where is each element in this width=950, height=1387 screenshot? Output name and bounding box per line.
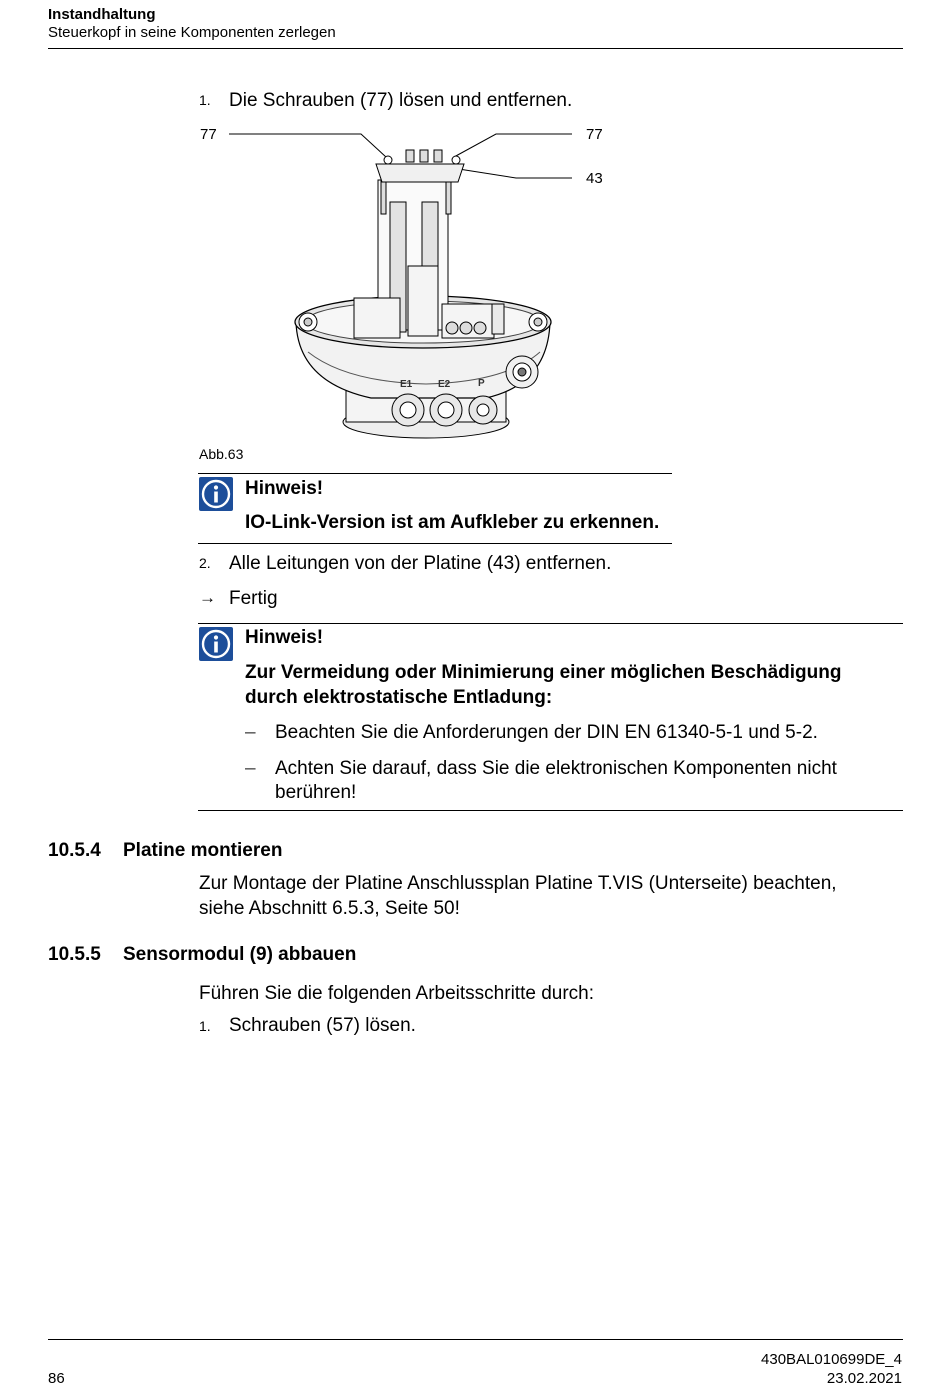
header-title: Instandhaltung (48, 6, 156, 23)
note-1-top-rule (198, 473, 672, 474)
step-2-text: Alle Leitungen von der Platine (43) entfernen. (229, 553, 612, 574)
result-text: Fertig (229, 588, 278, 609)
header-subtitle: Steuerkopf in seine Komponenten zerlegen (48, 24, 336, 41)
port-label-p: P (478, 378, 485, 389)
section-2-intro: Führen Sie die folgenden Arbeitsschritte durch: (199, 983, 595, 1004)
note-1-title: Hinweis! (245, 478, 324, 499)
section-2-step-number: 1. (199, 1018, 211, 1034)
header-rule (48, 48, 903, 49)
section-1-number: 10.5.4 (48, 840, 101, 861)
callout-77-right: 77 (586, 126, 603, 143)
section-2-title: Sensormodul (9) abbauen (123, 944, 357, 965)
result-arrow: → (199, 588, 216, 607)
page-number: 86 (48, 1370, 65, 1387)
figure-abb63 (196, 120, 616, 445)
note-2-bullet-2-line-2: berühren! (275, 782, 357, 803)
note-2-bullet-2-line-1: Achten Sie darauf, dass Sie die elektronischen Komponenten nicht (275, 758, 837, 779)
note-2-bullet-2-dash: – (245, 758, 256, 779)
footer-rule (48, 1339, 903, 1340)
step-1-number: 1. (199, 92, 211, 108)
section-1-line-2: siehe Abschnitt 6.5.3, Seite 50! (199, 898, 460, 919)
step-1-text: Die Schrauben (77) lösen und entfernen. (229, 90, 573, 111)
note-2-title: Hinweis! (245, 627, 324, 648)
port-label-e2: E2 (438, 379, 451, 390)
callout-77-left: 77 (200, 126, 217, 143)
note-2-top-rule (198, 623, 903, 624)
section-1-title: Platine montieren (123, 840, 283, 861)
note-1-bottom-rule (198, 543, 672, 544)
note-2-line-1: Zur Vermeidung oder Minimierung einer möglichen Beschädigung (245, 662, 842, 683)
section-2-number: 10.5.5 (48, 944, 101, 965)
note-2-bottom-rule (198, 810, 903, 811)
note-1-text: IO-Link-Version ist am Aufkleber zu erkennen. (245, 512, 660, 533)
document-date: 23.02.2021 (826, 1370, 902, 1387)
note-2-bullet-1-dash: – (245, 722, 256, 743)
note-2-bullet-1: Beachten Sie die Anforderungen der DIN EN 61340-5-1 und 5-2. (275, 722, 818, 743)
port-label-e1: E1 (400, 379, 413, 390)
step-2-number: 2. (199, 555, 211, 571)
note-2-line-2: durch elektrostatische Entladung: (245, 687, 553, 708)
callout-43: 43 (586, 170, 603, 187)
section-2-step-text: Schrauben (57) lösen. (229, 1015, 416, 1036)
info-icon (199, 627, 233, 661)
control-head-drawing (196, 120, 616, 445)
figure-caption: Abb.63 (199, 446, 244, 462)
document-id: 430BAL010699DE_4 (761, 1351, 902, 1368)
info-icon (199, 477, 233, 511)
section-1-line-1: Zur Montage der Platine Anschlussplan Platine T.VIS (Unterseite) beachten, (199, 873, 837, 894)
